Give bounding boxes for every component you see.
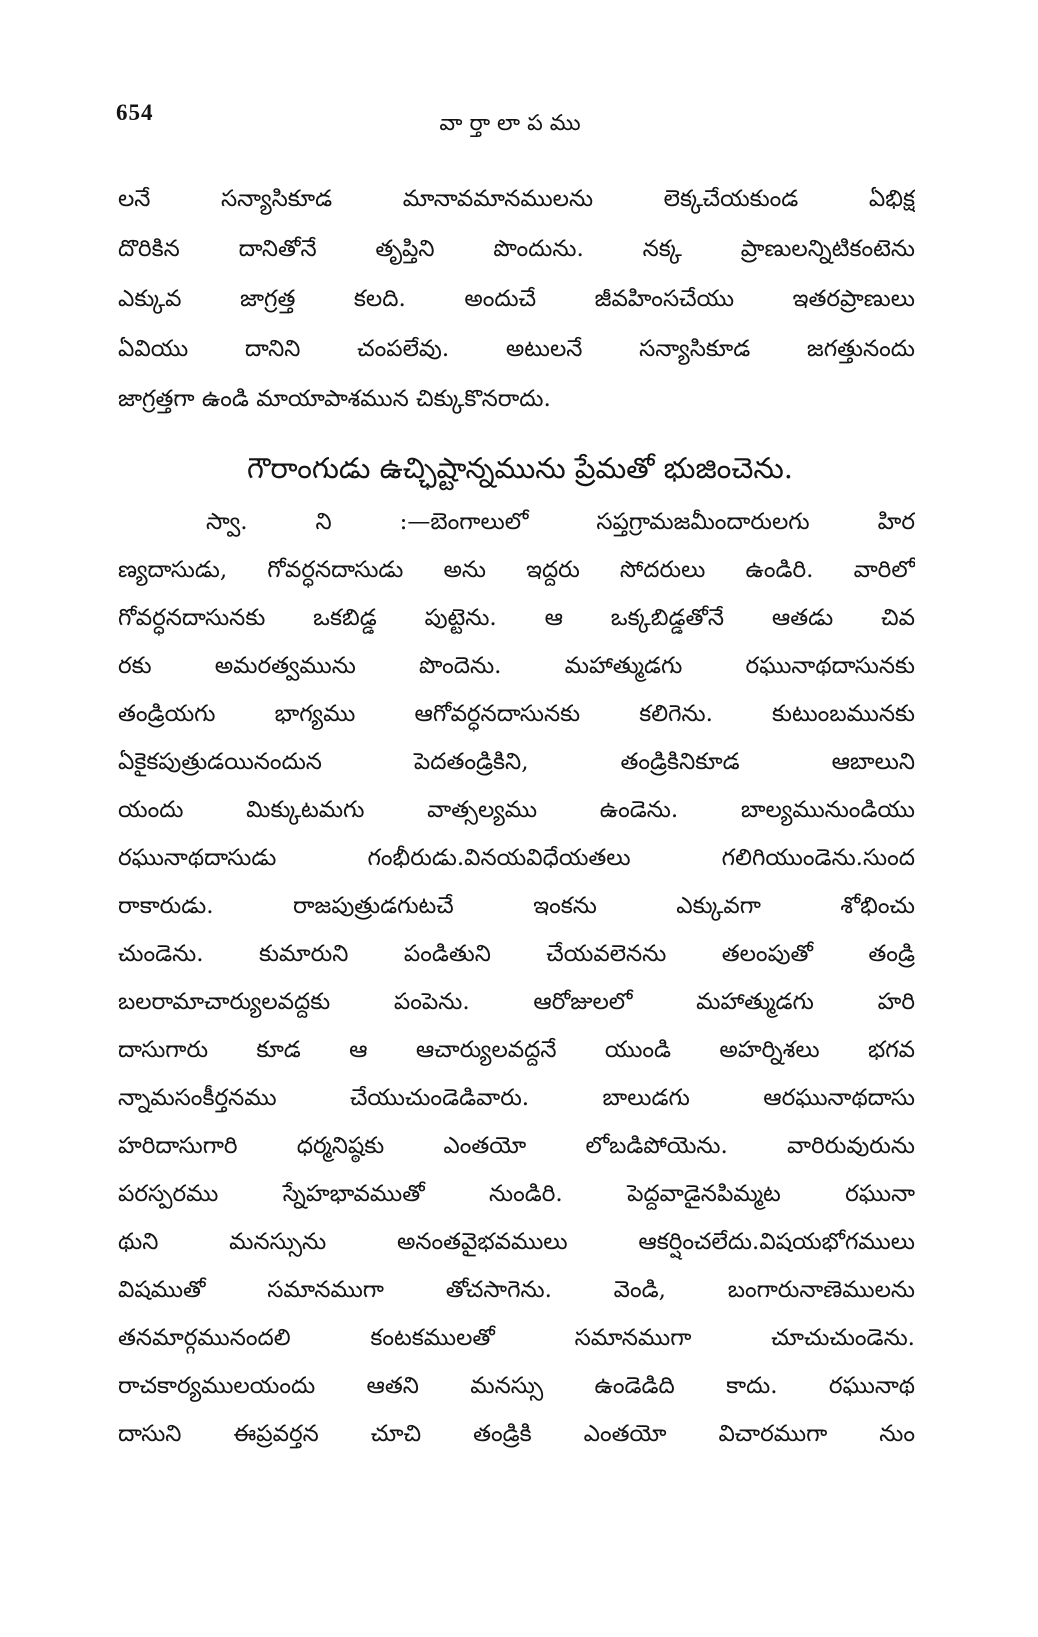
text-line: రఘునాథదాసుడు గంభీరుడు.వినయవిధేయతలు గలిగియుండెను.సుంద [118,845,915,871]
text-line: దాసుగారు కూడ ఆ ఆచార్యులవద్దనే యుండి అహర్నిశలు భగవ [118,1037,915,1063]
running-title: వా ర్తా లా ప ము [439,111,581,136]
text-line: పరస్పరము స్నేహభావముతో నుండిరి. పెద్దవాడైనపిమ్మట రఘునా [118,1181,915,1207]
section-heading: గౌరాంగుడు ఉచ్ఛిష్టాన్నమును ప్రేమతో భుజించెను. [246,451,794,485]
text-line: జాగ్రత్తగా ఉండి మాయాపాశమున చిక్కుకొనరాదు. [118,386,551,412]
text-line: గోవర్ధనదాసునకు ఒకబిడ్డ పుట్టెను. ఆ ఒక్కబిడ్డతోనే ఆతడు చివ [118,605,915,631]
text-line: బలరామాచార్యులవద్దకు పంపెను. ఆరోజులలో మహాత్ముడగు హరి [118,989,915,1015]
text-line: రాచకార్యములయందు ఆతని మనస్సు ఉండెడిది కాదు. రఘునాథ [118,1373,915,1399]
text-line: దొరికిన దానితోనే తృప్తిని పొందును. నక్క ప్రాణులన్నిటికంటెను [118,236,915,262]
text-line: ఎక్కువ జాగ్రత్త కలది. అందుచే జీవహింసచేయు ఇతరప్రాణులు [118,286,915,312]
paragraph [118,174,915,424]
text-line: యందు మిక్కుటమగు వాత్సల్యము ఉండెను. బాల్యమునుండియు [118,797,915,823]
text-line: రకు అమరత్వమును పొందెను. మహాత్ముడగు రఘునాథదాసునకు [118,653,915,679]
text-line: తనమార్గమునందలి కంటకములతో సమానముగా చూచుచుండెను. [118,1325,915,1351]
text-line: రాకారుడు. రాజపుత్రుడగుటచే ఇంకను ఎక్కువగా శోభించు [118,893,915,919]
text-line: ఏవియు దానిని చంపలేవు. అటులనే సన్యాసికూడ జగత్తునందు [118,336,915,362]
text-line: విషముతో సమానముగా తోచసాగెను. వెండి, బంగారునాణెములను [118,1277,915,1303]
text-line: ణ్యదాసుడు, గోవర్ధనదాసుడు అను ఇద్దరు సోదరులు ఉండిరి. వారిలో [118,557,915,583]
text-line: చుండెను. కుమారుని పండితుని చేయవలెనను తలంపుతో తండ్రి [118,941,915,967]
text-line: ఏకైకపుత్రుడయినందున పెదతండ్రికిని, తండ్రికినికూడ ఆబాలుని [118,749,915,775]
paragraph [118,498,915,1458]
text-line: దాసుని ఈప్రవర్తన చూచి తండ్రికి ఎంతయో విచారముగా నుం [118,1421,915,1447]
text-line: స్వా. ని :—బెంగాలులో సప్తగ్రామజమీందారులగు హిర [206,509,915,535]
text-line: లనే సన్యాసికూడ మానావమానములను లెక్కచేయకుండ ఏభిక్ష [118,186,915,212]
text-line: థుని మనస్సును అనంతవైభవములు ఆకర్షించలేదు.విషయభోగములు [118,1229,915,1255]
text-line: తండ్రియగు భాగ్యము ఆగోవర్ధనదాసునకు కలిగెను. కుటుంబమునకు [118,701,915,727]
text-line: హరిదాసుగారి ధర్మనిష్ఠకు ఎంతయో లోబడిపోయెను. వారిరువురును [118,1133,915,1159]
text-line: న్నామసంకీర్తనము చేయుచుండెడివారు. బాలుడగు ఆరఘునాథదాసు [118,1085,915,1111]
page-number: 654 [116,100,154,125]
